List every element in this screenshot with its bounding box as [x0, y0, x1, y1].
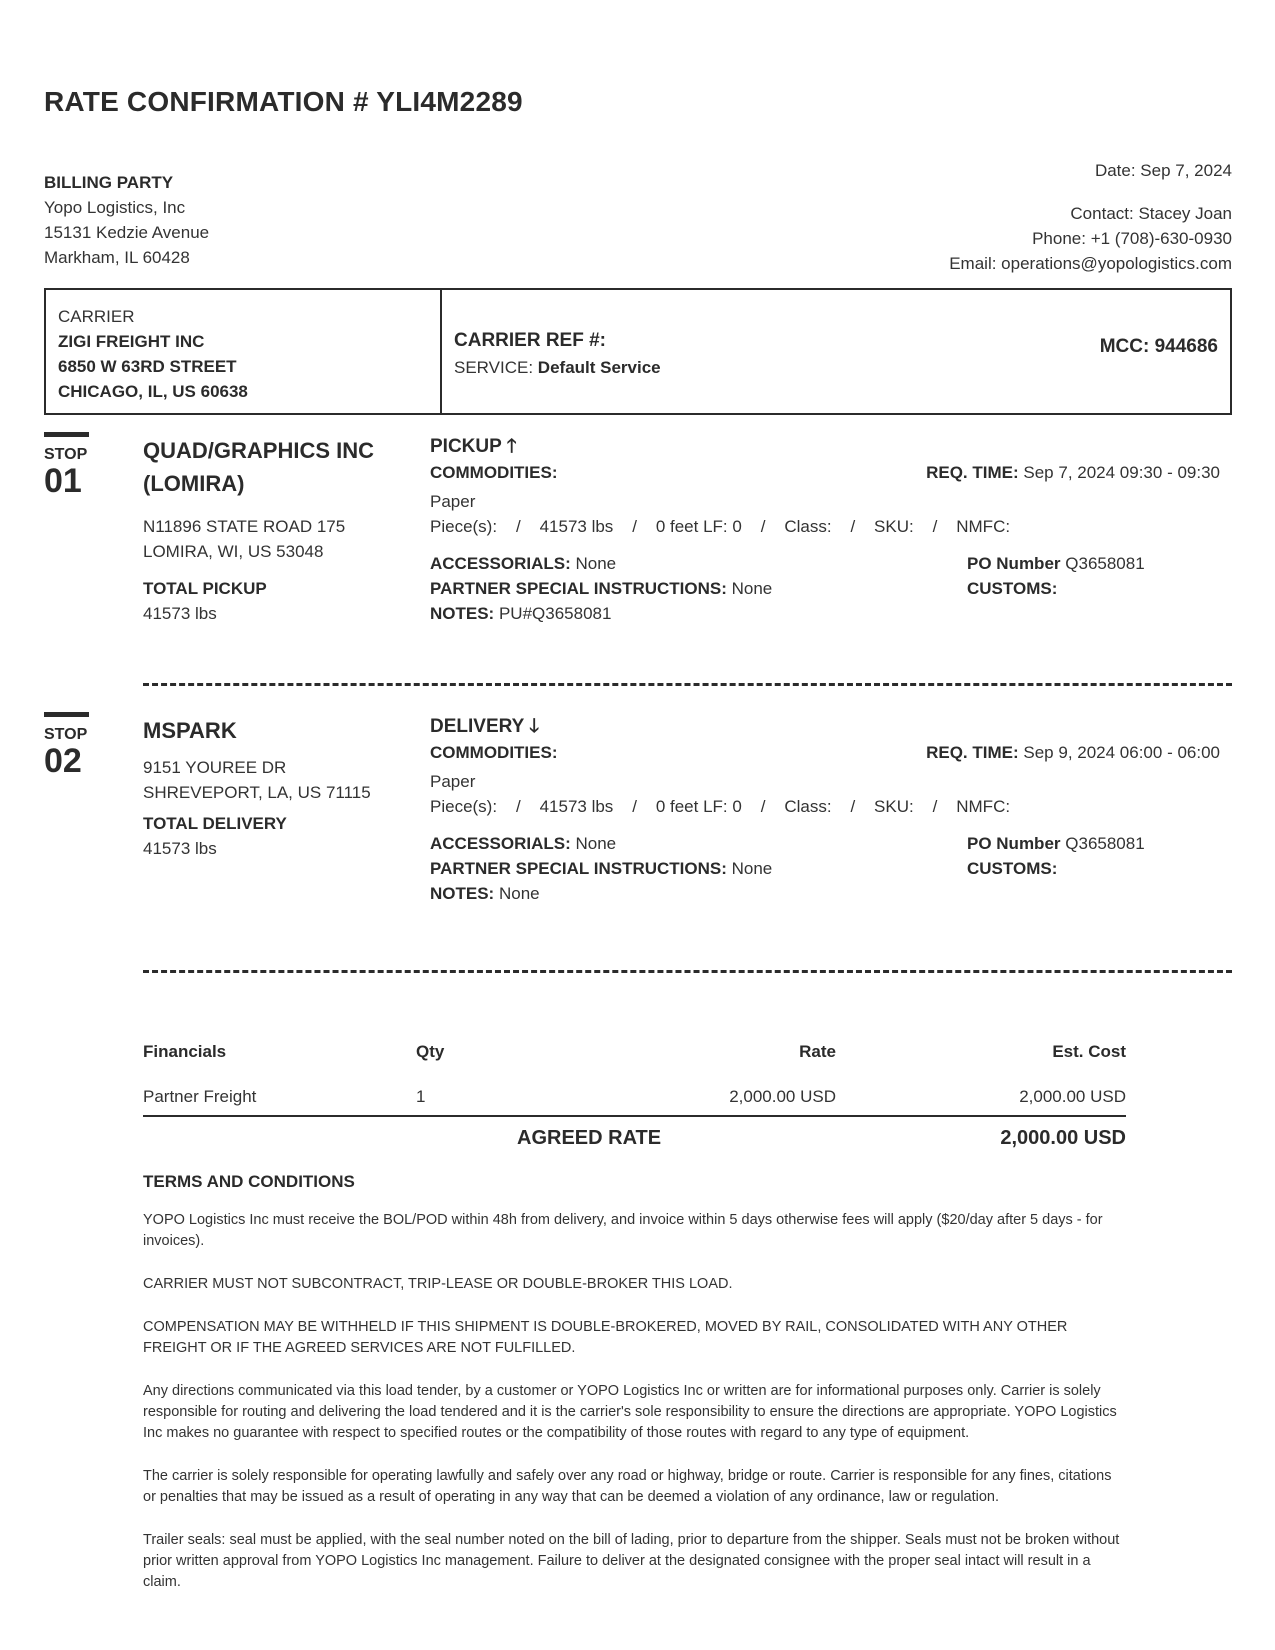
stop-label: STOP [44, 446, 88, 463]
req-time-value: Sep 7, 2024 09:30 - 09:30 [1023, 463, 1220, 482]
req-time [926, 740, 1220, 765]
req-time-label: REQ. TIME: [926, 743, 1019, 762]
stop-details [430, 434, 1220, 626]
service-value: Default Service [537, 358, 661, 377]
row-rate: 2,000.00 USD [729, 1087, 836, 1106]
location-name: MSPARK [143, 718, 237, 743]
stop-location [143, 714, 403, 861]
terms-and-conditions [143, 1172, 1128, 1615]
commodities-label: COMMODITIES: [430, 463, 558, 482]
billing-party [44, 170, 209, 270]
notes-label: NOTES: [430, 884, 495, 903]
carrier-ref-panel [442, 290, 1230, 413]
location-address2: LOMIRA, WI, US 53048 [143, 542, 324, 561]
location-address [143, 755, 403, 805]
instructions-value: None [731, 579, 773, 598]
accessorials-block [430, 831, 1220, 906]
stop-location [143, 434, 403, 626]
row-cost: 2,000.00 USD [1019, 1087, 1126, 1106]
accessorials-label: ACCESSORIALS: [430, 834, 571, 853]
po-block [967, 551, 1145, 601]
event-label: DELIVERY [430, 716, 524, 737]
po-row [967, 831, 1145, 856]
contact-info [949, 158, 1232, 276]
carrier-label: CARRIER [58, 307, 135, 326]
terms-paragraph: COMPENSATION MAY BE WITHHELD IF THIS SHIPMENT IS DOUBLE-BROKERED, MOVED BY RAIL, CONSOLIDATED WITH ANY OTHER FREIGHT OR IF THE AGREED SERVICES ARE NOT FULFILLED. [143, 1319, 1068, 1356]
arrow-down-icon: 🡓 [529, 716, 540, 737]
billing-party-address2: Markham, IL 60428 [44, 248, 190, 267]
event-type [430, 434, 1220, 460]
row-item: Partner Freight [143, 1087, 257, 1106]
pieces-line: Piece(s): / 41573 lbs / 0 feet LF: 0 / Class: / SKU: / NMFC: [430, 517, 1011, 536]
event-label: PICKUP [430, 436, 502, 457]
notes-value: PU#Q3658081 [498, 604, 612, 623]
po-label: PO Number [967, 554, 1061, 573]
billing-party-name: Yopo Logistics, Inc [44, 198, 186, 217]
customs-label: CUSTOMS: [967, 579, 1058, 598]
commodities-row [430, 740, 1220, 765]
arrow-up-icon: 🡑 [506, 436, 517, 457]
stop-bar [44, 432, 89, 437]
contact-email: Email: operations@yopologistics.com [949, 254, 1232, 273]
header-financials: Financials [143, 1042, 227, 1061]
commodities-label: COMMODITIES: [430, 743, 558, 762]
instructions-value: None [731, 859, 773, 878]
stop-label: STOP [44, 726, 88, 743]
stop-divider [143, 683, 1232, 686]
accessorials-block [430, 551, 1220, 626]
document-title: RATE CONFIRMATION # YLI4M2289 [44, 86, 523, 117]
notes-value: None [498, 884, 540, 903]
total-label: TOTAL DELIVERY [143, 814, 287, 833]
po-label: PO Number [967, 834, 1061, 853]
req-time [926, 460, 1220, 485]
stop-number: 02 [44, 742, 82, 780]
terms-paragraph: Any directions communicated via this load tender, by a customer or YOPO Logistics Inc or written are for informational purposes only. Carrier is solely responsible for routing and delivering the load tendered and it is the carrier's sole responsibility to ensure the directions are appropriate. YOPO Logistics Inc makes no guarantee with respect to specified routes or the compatibility of those routes with regard to any type of equipment. [143, 1383, 1117, 1441]
total-label: TOTAL PICKUP [143, 579, 267, 598]
commodities-row [430, 460, 1220, 485]
notes-label: NOTES: [430, 604, 495, 623]
agreed-rate-value: 2,000.00 USD [1000, 1127, 1126, 1149]
req-time-value: Sep 9, 2024 06:00 - 06:00 [1023, 743, 1220, 762]
notes-row [430, 601, 1220, 626]
header-qty: Qty [416, 1042, 445, 1061]
commodity-name: Paper [430, 492, 476, 511]
header-est-cost: Est. Cost [1052, 1042, 1126, 1061]
event-type [430, 714, 1220, 740]
customs-label: CUSTOMS: [967, 859, 1058, 878]
financials-rule [143, 1115, 1126, 1117]
service-label: SERVICE: [454, 358, 534, 377]
accessorials-label: ACCESSORIALS: [430, 554, 571, 573]
notes-row [430, 881, 1220, 906]
accessorials-value: None [575, 554, 617, 573]
terms-paragraph: YOPO Logistics Inc must receive the BOL/POD within 48h from delivery, and invoice within 5 days otherwise fees will apply ($20/day after 5 days - for invoices). [143, 1212, 1103, 1249]
contact-name: Contact: Stacey Joan [1070, 204, 1232, 223]
row-qty: 1 [416, 1087, 426, 1106]
terms-title: TERMS AND CONDITIONS [143, 1172, 355, 1191]
po-value: Q3658081 [1065, 834, 1145, 853]
stop-number: 01 [44, 462, 82, 500]
document-date: Date: Sep 7, 2024 [1094, 161, 1232, 180]
instructions-label: PARTNER SPECIAL INSTRUCTIONS: [430, 859, 727, 878]
accessorials-value: None [575, 834, 617, 853]
location-address1: N11896 STATE ROAD 175 [143, 517, 346, 536]
carrier-address1: 6850 W 63RD STREET [58, 357, 237, 376]
carrier-info [46, 290, 442, 413]
billing-party-address1: 15131 Kedzie Avenue [44, 223, 210, 242]
req-time-label: REQ. TIME: [926, 463, 1019, 482]
location-name: QUAD/GRAPHICS INC (LOMIRA) [143, 438, 375, 496]
agreed-rate-label: AGREED RATE [517, 1127, 662, 1149]
carrier-ref-label: CARRIER REF #: [454, 330, 607, 351]
contact-phone: Phone: +1 (708)-630-0930 [1032, 229, 1232, 248]
carrier-address2: CHICAGO, IL, US 60638 [58, 382, 248, 401]
instructions-label: PARTNER SPECIAL INSTRUCTIONS: [430, 579, 727, 598]
location-address1: 9151 YOUREE DR [143, 758, 287, 777]
agreed-rate-row [143, 1127, 1126, 1161]
mcc-number: MCC: 944686 [1099, 336, 1218, 357]
terms-paragraph: Trailer seals: seal must be applied, with the seal number noted on the bill of lading, prior to departure from the shipper. Seals must not be broken without prior written approval from YOPO Logistics Inc management. Failure to deliver at the designated consignee with the proper seal intact will result in a claim. [143, 1532, 1120, 1590]
terms-paragraph: The carrier is solely responsible for operating lawfully and safely over any road or highway, bridge or route. Carrier is responsible for any fines, citations or penalties that may be issued as a result of operating in any way that can be deemed a violation of any ordinance, law or regulation. [143, 1468, 1112, 1505]
billing-party-label: BILLING PARTY [44, 173, 174, 192]
service-line [454, 358, 661, 378]
financials-divider [143, 970, 1232, 973]
financials-header [143, 1042, 1126, 1068]
location-address [143, 514, 403, 564]
carrier-name: ZIGI FREIGHT INC [58, 332, 205, 351]
terms-paragraph: CARRIER MUST NOT SUBCONTRACT, TRIP-LEASE OR DOUBLE-BROKER THIS LOAD. [143, 1276, 733, 1292]
po-block [967, 831, 1145, 881]
stop-bar [44, 712, 89, 717]
table-row [143, 1087, 1126, 1113]
total-value: 41573 lbs [143, 604, 217, 623]
commodity-name: Paper [430, 772, 476, 791]
stop-details [430, 714, 1220, 906]
po-value: Q3658081 [1065, 554, 1145, 573]
financials-table [143, 1042, 1126, 1161]
header-rate: Rate [799, 1042, 836, 1061]
po-row [967, 551, 1145, 576]
carrier-box [44, 288, 1232, 415]
pieces-line: Piece(s): / 41573 lbs / 0 feet LF: 0 / Class: / SKU: / NMFC: [430, 797, 1011, 816]
location-address2: SHREVEPORT, LA, US 71115 [143, 783, 371, 802]
total-value: 41573 lbs [143, 839, 217, 858]
